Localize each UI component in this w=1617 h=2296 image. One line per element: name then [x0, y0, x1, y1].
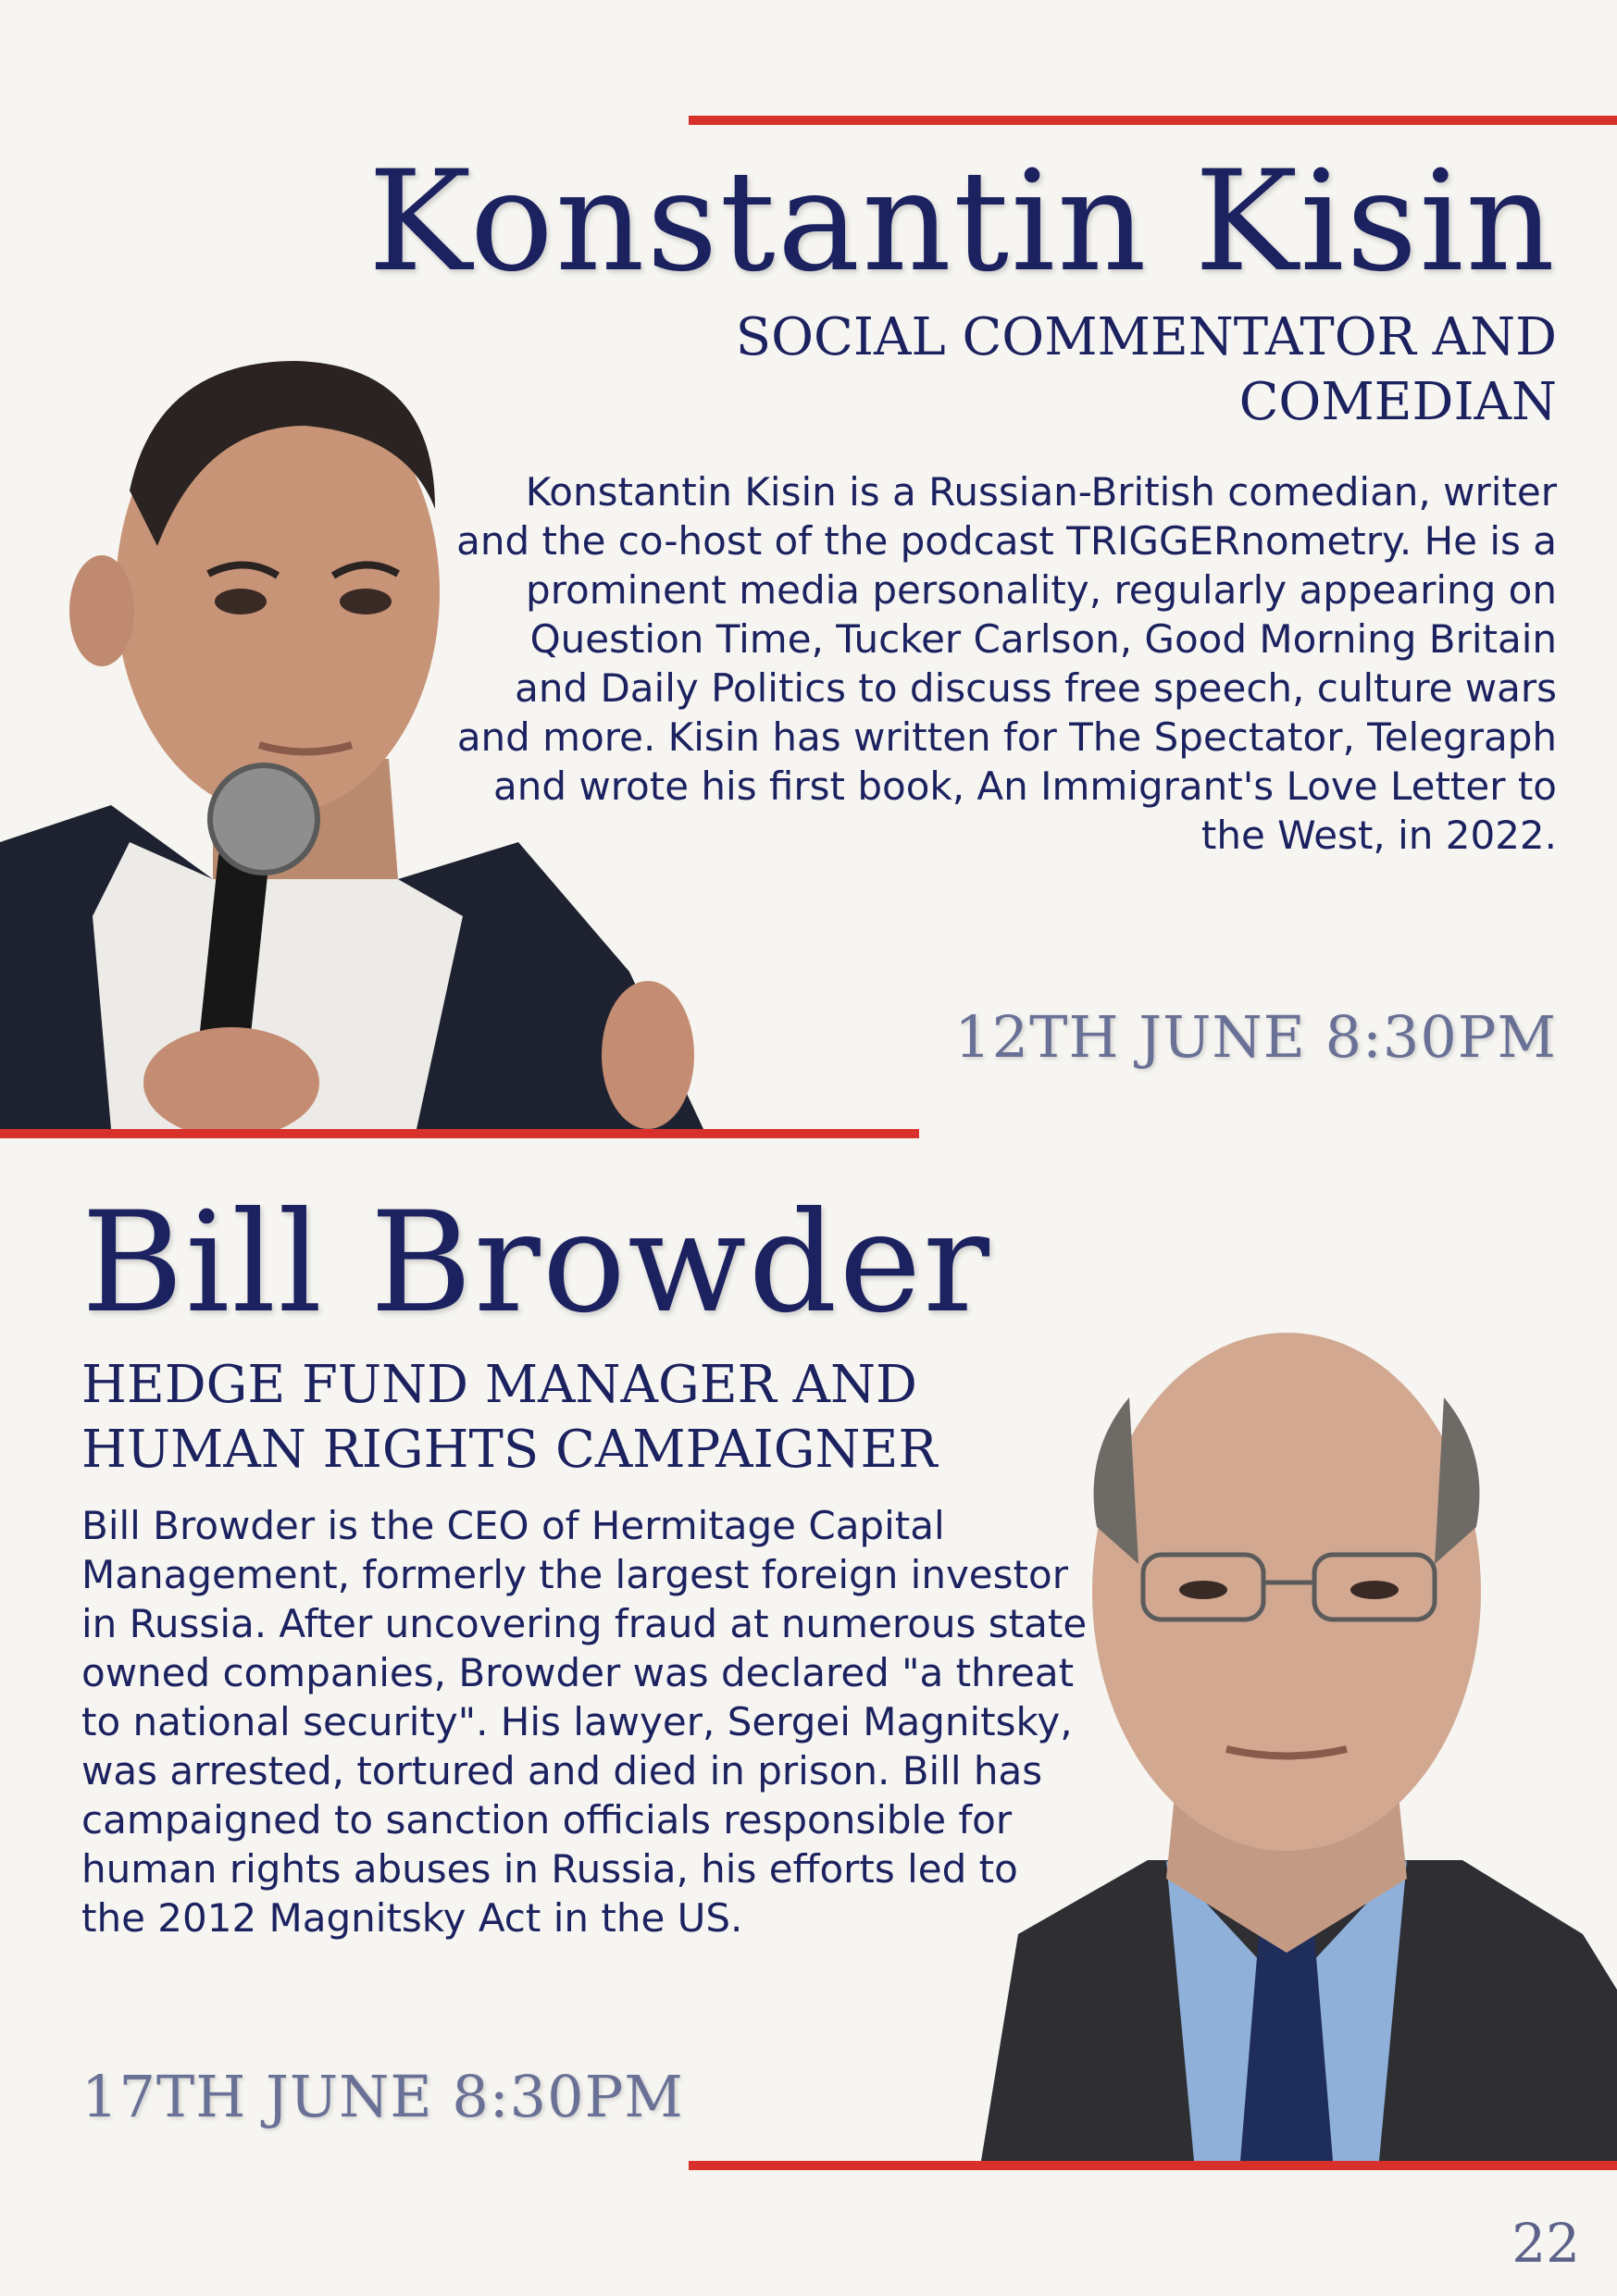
- middle-red-rule: [0, 1129, 919, 1138]
- top-red-rule: [689, 116, 1617, 125]
- event-date: 17TH JUNE 8:30PM: [81, 2063, 684, 2130]
- speaker-role: HEDGE FUND MANAGER AND HUMAN RIGHTS CAMPAIGNER: [81, 1355, 938, 1480]
- page-number: 22: [1511, 2212, 1580, 2275]
- speaker-role: SOCIAL COMMENTATOR AND COMEDIAN: [735, 307, 1557, 432]
- speaker-name: Konstantin Kisin: [367, 142, 1557, 303]
- speaker-name: Bill Browder: [81, 1183, 991, 1344]
- speaker-bio: Konstantin Kisin is a Russian-British comedian, writer and the co-host of the podcast TRIGGERnometry. He is a prominent media personality, regularly appearing on Question Time, Tucker Carlson, Good Morning Britain and Daily Politics to discuss free speech, culture wars and more. Kisin has written for The Spectator, Telegraph and wrote his first book, An Immigrant's Love Letter to the West, in 2022.: [456, 469, 1557, 858]
- bottom-red-rule: [689, 2161, 1617, 2170]
- speaker-bio: Bill Browder is the CEO of Hermitage Capital Management, formerly the largest foreign investor in Russia. After uncovering fraud at numerous state owned companies, Browder was declared "a threat to national security". His lawyer, Sergei Magnitsky, was arrested, tortured and died in prison. Bill has campaigned to sanction officials responsible for human rights abuses in Russia, his efforts led to the 2012 Magnitsky Act in the US.: [81, 1503, 1088, 1941]
- event-date: 12TH JUNE 8:30PM: [954, 1003, 1557, 1071]
- speaker-photo-browder: [981, 1286, 1617, 2161]
